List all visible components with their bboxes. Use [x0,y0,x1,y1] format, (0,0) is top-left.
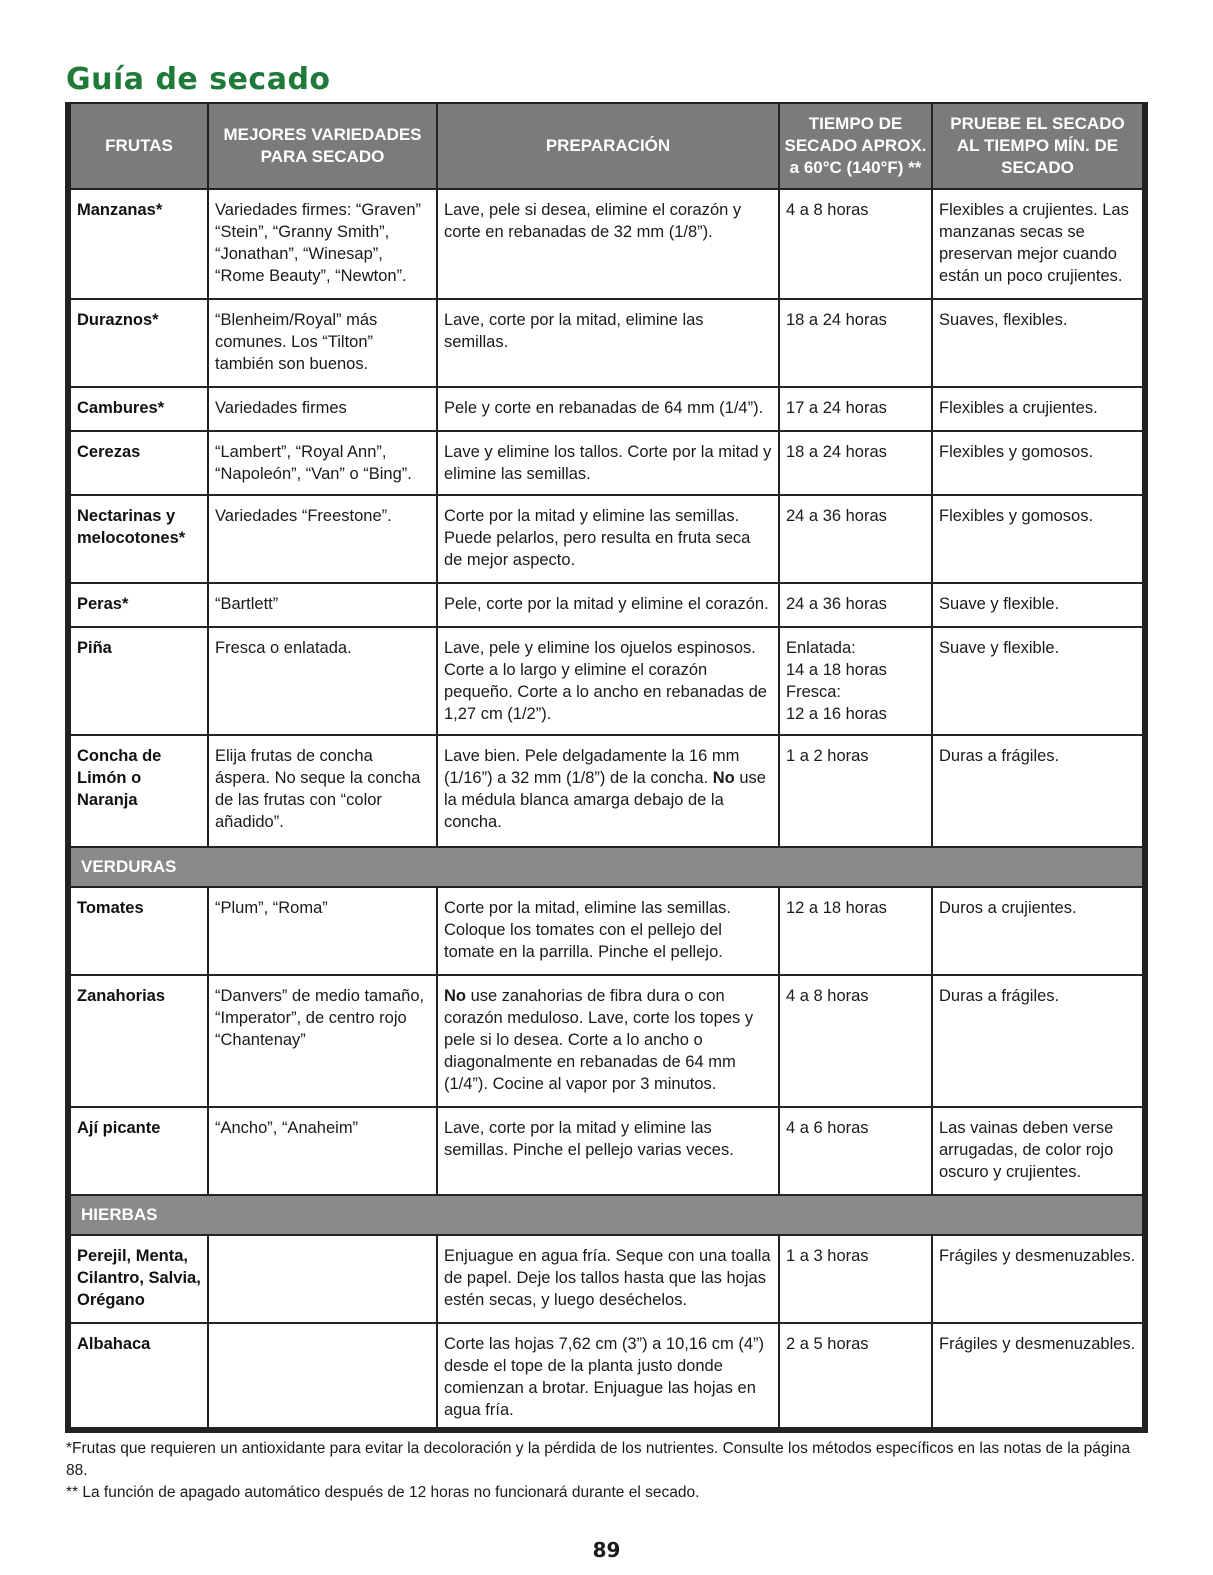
row-preparation [437,735,779,847]
row-time: 18 a 24 horas [779,431,932,495]
row-varieties: Elija frutas de concha áspera. No seque la concha de las frutas con “color añadido”. [208,735,437,847]
row-time: 12 a 18 horas [779,887,932,975]
row-varieties: “Bartlett” [208,583,437,627]
table-row [68,627,1145,735]
row-time: 4 a 8 horas [779,975,932,1107]
header-preparation: PREPARACIÓN [437,103,779,189]
row-preparation: Corte por la mitad y elimine las semillas. Puede pelarlos, pero resulta en fruta seca de mejor aspecto. [437,495,779,583]
header-row [68,103,1145,189]
section-row-vegetables [68,847,1145,887]
row-preparation: Lave, pele y elimine los ojuelos espinosos. Corte a lo largo y elimine el corazón pequeño. Corte a lo ancho en rebanadas de 1,27 cm (1/2”). [437,627,779,735]
table-row [68,1107,1145,1195]
prep-emphasis: No [712,769,735,787]
prep-text: use la médula blanca amarga debajo de la concha. [444,769,766,831]
row-test: Duras a frágiles. [932,735,1145,847]
row-time: 24 a 36 horas [779,583,932,627]
table-row [68,189,1145,299]
section-row-herbs [68,1195,1145,1235]
row-varieties: “Blenheim/Royal” más comunes. Los “Tilton” también son buenos. [208,299,437,387]
row-name: Manzanas* [68,189,208,299]
row-time: 1 a 3 horas [779,1235,932,1323]
footnotes [66,1438,1146,1504]
row-varieties: “Plum”, “Roma” [208,887,437,975]
row-test: Suave y flexible. [932,583,1145,627]
row-varieties: “Lambert”, “Royal Ann”, “Napoleón”, “Van” o “Bing”. [208,431,437,495]
row-test: Duros a crujientes. [932,887,1145,975]
row-name: Duraznos* [68,299,208,387]
row-time: 18 a 24 horas [779,299,932,387]
row-preparation: Lave y elimine los tallos. Corte por la mitad y elimine las semillas. [437,431,779,495]
table-row [68,495,1145,583]
row-test: Frágiles y desmenuzables. [932,1235,1145,1323]
row-varieties: Variedades “Freestone”. [208,495,437,583]
row-time: 17 a 24 horas [779,387,932,431]
header-varieties: MEJORES VARIEDADES PARA SECADO [208,103,437,189]
header-drying-time: TIEMPO DE SECADO APROX. a 60°C (140°F) ** [779,103,932,189]
row-preparation: Enjuague en agua fría. Seque con una toalla de papel. Deje los tallos hasta que las hojas estén secas, y luego deséchelos. [437,1235,779,1323]
table-row [68,583,1145,627]
row-name: Zanahorias [68,975,208,1107]
footnote-auto-off: ** La función de apagado automático después de 12 horas no funcionará durante el secado. [66,1484,700,1501]
header-fruits: FRUTAS [68,103,208,189]
row-varieties: Variedades firmes [208,387,437,431]
page-number: 89 [592,1538,621,1562]
row-test: Suaves, flexibles. [932,299,1145,387]
row-varieties: “Ancho”, “Anaheim” [208,1107,437,1195]
row-name: Cambures* [68,387,208,431]
row-name: Nectarinas y melocotones* [68,495,208,583]
row-name: Tomates [68,887,208,975]
prep-emphasis: No [444,987,466,1005]
row-name: Cerezas [68,431,208,495]
row-test: Flexibles y gomosos. [932,431,1145,495]
row-varieties [208,1235,437,1323]
row-test: Duras a frágiles. [932,975,1145,1107]
row-time: 4 a 8 horas [779,189,932,299]
row-test: Flexibles y gomosos. [932,495,1145,583]
row-name: Albahaca [68,1323,208,1430]
section-label: HIERBAS [68,1195,1145,1235]
prep-text: use zanahorias de fibra dura o con corazón meduloso. Lave, corte los topes y pele si lo desea. Corte a lo ancho o diagonalmente en rebanadas de 64 mm (1/4”). Cocine al vapor por 3 minutos. [444,987,754,1093]
table-row [68,387,1145,431]
row-preparation: Pele y corte en rebanadas de 64 mm (1/4”). [437,387,779,431]
row-preparation: Lave, corte por la mitad y elimine las semillas. Pinche el pellejo varias veces. [437,1107,779,1195]
row-name: Piña [68,627,208,735]
row-name: Ají picante [68,1107,208,1195]
header-drying-test: PRUEBE EL SECADO AL TIEMPO MÍN. DE SECADO [932,103,1145,189]
row-time: 4 a 6 horas [779,1107,932,1195]
row-preparation: Lave, corte por la mitad, elimine las semillas. [437,299,779,387]
row-test: Suave y flexible. [932,627,1145,735]
row-varieties: Fresca o enlatada. [208,627,437,735]
row-test: Frágiles y desmenuzables. [932,1323,1145,1430]
table-row [68,887,1145,975]
prep-text: Lave bien. Pele delgadamente la 16 mm (1/16”) a 32 mm (1/8”) de la concha. [444,747,740,787]
footnote-antioxidant: *Frutas que requieren un antioxidante para evitar la decoloración y la pérdida de los nutrientes. Consulte los métodos específicos en las notas de la página 88. [66,1440,1131,1479]
row-time: 1 a 2 horas [779,735,932,847]
row-name: Concha de Limón o Naranja [68,735,208,847]
row-time: 2 a 5 horas [779,1323,932,1430]
row-test: Las vainas deben verse arrugadas, de color rojo oscuro y crujientes. [932,1107,1145,1195]
table-row [68,975,1145,1107]
row-preparation [437,975,779,1107]
row-preparation: Corte las hojas 7,62 cm (3”) a 10,16 cm (4”) desde el tope de la planta justo donde comienzan a brotar. Enjuague las hojas en agua fría. [437,1323,779,1430]
table-row [68,1235,1145,1323]
section-label: VERDURAS [68,847,1145,887]
row-test: Flexibles a crujientes. Las manzanas secas se preservan mejor cuando están un poco crujientes. [932,189,1145,299]
row-name: Peras* [68,583,208,627]
table-row [68,431,1145,495]
table-row [68,735,1145,847]
table-row [68,299,1145,387]
row-preparation: Corte por la mitad, elimine las semillas. Coloque los tomates con el pellejo del tomate en la parrilla. Pinche el pellejo. [437,887,779,975]
row-time: 24 a 36 horas [779,495,932,583]
row-varieties: Variedades firmes: “Graven” “Stein”, “Granny Smith”, “Jonathan”, “Winesap”, “Rome Beauty”, “Newton”. [208,189,437,299]
row-varieties [208,1323,437,1430]
row-time: Enlatada: 14 a 18 horas Fresca: 12 a 16 horas [779,627,932,735]
row-preparation: Pele, corte por la mitad y elimine el corazón. [437,583,779,627]
page-title: Guía de secado [66,62,331,97]
row-preparation: Lave, pele si desea, elimine el corazón y corte en rebanadas de 32 mm (1/8”). [437,189,779,299]
row-varieties: “Danvers” de medio tamaño, “Imperator”, de centro rojo “Chantenay” [208,975,437,1107]
row-name: Perejil, Menta, Cilantro, Salvia, Orégano [68,1235,208,1323]
row-test: Flexibles a crujientes. [932,387,1145,431]
table-row [68,1323,1145,1430]
drying-guide-table [65,102,1148,1433]
